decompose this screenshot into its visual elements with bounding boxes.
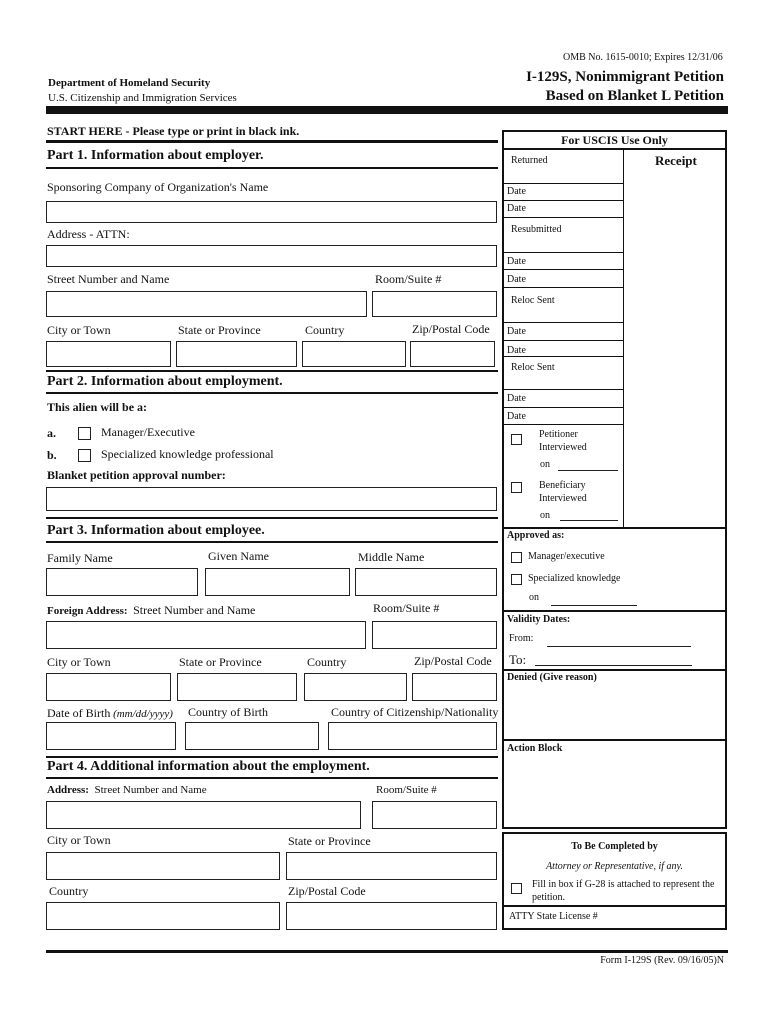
interviewed-label: Interviewed bbox=[539, 442, 587, 453]
rule bbox=[502, 610, 727, 612]
rule bbox=[502, 739, 727, 741]
address-label-rest: Street Number and Name bbox=[94, 784, 207, 796]
dob-format: (mm/dd/yyyy) bbox=[113, 708, 173, 720]
company-name-field[interactable] bbox=[46, 201, 497, 223]
rule bbox=[504, 287, 623, 288]
state-field[interactable] bbox=[176, 341, 297, 367]
address-label-bold: Address: bbox=[47, 784, 89, 796]
part3-title: Part 3. Information about employee. bbox=[47, 523, 265, 538]
receipt-label: Receipt bbox=[655, 153, 697, 168]
city-field[interactable] bbox=[46, 341, 171, 367]
g28-instruction-line1: Fill in box if G-28 is attached to represent the bbox=[532, 879, 715, 890]
rule bbox=[502, 669, 727, 671]
petitioner-date-line[interactable] bbox=[558, 470, 618, 471]
petitioner-interviewed-checkbox[interactable] bbox=[511, 434, 522, 445]
beneficiary-interviewed-checkbox[interactable] bbox=[511, 482, 522, 493]
employee-country-field[interactable] bbox=[304, 673, 407, 701]
city-label: City or Town bbox=[47, 323, 111, 337]
address-attn-label: Address - ATTN: bbox=[47, 227, 130, 241]
rule bbox=[504, 217, 623, 218]
middle-name-label: Middle Name bbox=[358, 550, 425, 564]
omb-number: OMB No. 1615-0010; Expires 12/31/06 bbox=[563, 52, 723, 63]
uscis-panel-title: For USCIS Use Only bbox=[561, 133, 668, 147]
beneficiary-date-line[interactable] bbox=[560, 520, 618, 521]
approval-number-field[interactable] bbox=[46, 487, 497, 511]
part2-title: Part 2. Information about employment. bbox=[47, 374, 283, 389]
employee-state-field[interactable] bbox=[177, 673, 297, 701]
given-name-field[interactable] bbox=[205, 568, 350, 596]
foreign-address-label-bold: Foreign Address: bbox=[47, 605, 128, 617]
date-label: Date bbox=[507, 186, 526, 197]
rule bbox=[46, 777, 498, 779]
g28-instruction-line2: petition. bbox=[532, 892, 566, 903]
rule bbox=[504, 340, 623, 341]
beneficiary-label: Beneficiary bbox=[539, 480, 586, 491]
header-rule bbox=[46, 106, 728, 114]
to-label: To: bbox=[509, 652, 527, 667]
approved-as-label: Approved as: bbox=[507, 530, 565, 541]
employment-street-field[interactable] bbox=[46, 801, 361, 829]
zip-label: Zip/Postal Code bbox=[288, 884, 366, 898]
option-b-letter: b. bbox=[47, 448, 57, 462]
denied-label: Denied (Give reason) bbox=[507, 672, 597, 683]
employee-zip-field[interactable] bbox=[412, 673, 497, 701]
rule bbox=[502, 148, 727, 150]
state-label: State or Province bbox=[178, 323, 261, 337]
rule bbox=[504, 322, 623, 323]
room-suite-label: Room/Suite # bbox=[373, 601, 440, 615]
city-label: City or Town bbox=[47, 655, 111, 669]
from-date-line[interactable] bbox=[547, 646, 691, 647]
employee-city-field[interactable] bbox=[46, 673, 171, 701]
state-label: State or Province bbox=[288, 834, 371, 848]
employment-country-field[interactable] bbox=[46, 902, 280, 930]
manager-executive-checkbox[interactable] bbox=[78, 427, 91, 440]
petitioner-label: Petitioner bbox=[539, 429, 578, 440]
rule bbox=[46, 140, 498, 143]
zip-label: Zip/Postal Code bbox=[412, 322, 490, 336]
interviewed-label: Interviewed bbox=[539, 493, 587, 504]
rule bbox=[504, 424, 623, 425]
foreign-room-suite-field[interactable] bbox=[372, 621, 497, 649]
employment-city-field[interactable] bbox=[46, 852, 280, 880]
to-date-line[interactable] bbox=[535, 665, 692, 666]
citizenship-label: Country of Citizenship/Nationality bbox=[331, 705, 499, 719]
alien-will-be-label: This alien will be a: bbox=[47, 400, 148, 414]
dob-label bbox=[47, 707, 173, 720]
rule bbox=[504, 200, 623, 201]
given-name-label: Given Name bbox=[208, 549, 269, 563]
approved-specialized-label: Specialized knowledge bbox=[528, 573, 621, 584]
action-block-label: Action Block bbox=[507, 743, 563, 754]
family-name-field[interactable] bbox=[46, 568, 198, 596]
specialized-knowledge-label: Specialized knowledge professional bbox=[101, 447, 274, 461]
zip-field[interactable] bbox=[410, 341, 495, 367]
foreign-street-field[interactable] bbox=[46, 621, 366, 649]
state-label: State or Province bbox=[179, 655, 262, 669]
country-label: Country bbox=[49, 884, 89, 898]
rule bbox=[46, 167, 498, 169]
resubmitted-label: Resubmitted bbox=[511, 224, 562, 235]
country-label: Country bbox=[307, 655, 347, 669]
bottom-rule bbox=[46, 950, 728, 953]
rule bbox=[502, 905, 727, 907]
returned-label: Returned bbox=[511, 155, 548, 166]
on-label: on bbox=[529, 592, 539, 603]
on-label: on bbox=[540, 510, 550, 521]
receipt-divider bbox=[623, 150, 624, 528]
employment-state-field[interactable] bbox=[286, 852, 497, 880]
country-label: Country bbox=[305, 323, 345, 337]
country-of-birth-label: Country of Birth bbox=[188, 705, 268, 719]
option-a-letter: a. bbox=[47, 426, 56, 440]
rule bbox=[504, 183, 623, 184]
part4-title: Part 4. Additional information about the employment. bbox=[47, 759, 370, 774]
validity-dates-label: Validity Dates: bbox=[507, 614, 571, 625]
date-label: Date bbox=[507, 256, 526, 267]
country-of-birth-field[interactable] bbox=[185, 722, 319, 750]
attorney-panel-title: To Be Completed by bbox=[571, 841, 658, 852]
rule bbox=[46, 541, 498, 543]
rule bbox=[504, 407, 623, 408]
street-field[interactable] bbox=[46, 291, 367, 317]
rule bbox=[504, 252, 623, 253]
approved-date-line[interactable] bbox=[551, 605, 637, 606]
middle-name-field[interactable] bbox=[355, 568, 497, 596]
approved-manager-label: Manager/executive bbox=[528, 551, 605, 562]
date-label: Date bbox=[507, 345, 526, 356]
start-here-instruction: START HERE - Please type or print in black ink. bbox=[47, 124, 300, 138]
rule bbox=[504, 269, 623, 270]
rule bbox=[46, 392, 498, 394]
foreign-address-label-rest: Street Number and Name bbox=[133, 603, 256, 617]
zip-label: Zip/Postal Code bbox=[414, 654, 492, 668]
form-title-line1: I-129S, Nonimmigrant Petition bbox=[526, 69, 724, 85]
part1-title: Part 1. Information about employer. bbox=[47, 148, 264, 163]
manager-executive-label: Manager/Executive bbox=[101, 425, 195, 439]
date-label: Date bbox=[507, 203, 526, 214]
employment-zip-field[interactable] bbox=[286, 902, 497, 930]
date-label: Date bbox=[507, 326, 526, 337]
room-suite-field[interactable] bbox=[372, 291, 497, 317]
employment-room-suite-field[interactable] bbox=[372, 801, 497, 829]
reloc-sent-label: Reloc Sent bbox=[511, 295, 555, 306]
company-name-label: Sponsoring Company of Organization's Name bbox=[47, 180, 269, 194]
rule bbox=[504, 389, 623, 390]
department-name: Department of Homeland Security bbox=[48, 77, 211, 89]
approved-manager-checkbox[interactable] bbox=[511, 552, 522, 563]
specialized-knowledge-checkbox[interactable] bbox=[78, 449, 91, 462]
country-field[interactable] bbox=[302, 341, 406, 367]
form-revision-footer: Form I-129S (Rev. 09/16/05)N bbox=[600, 955, 724, 966]
room-suite-label: Room/Suite # bbox=[375, 272, 442, 286]
on-label: on bbox=[540, 459, 550, 470]
date-label: Date bbox=[507, 411, 526, 422]
rule bbox=[502, 527, 727, 529]
street-label: Street Number and Name bbox=[47, 272, 170, 286]
g28-attached-checkbox[interactable] bbox=[511, 883, 522, 894]
atty-license-label: ATTY State License # bbox=[509, 911, 598, 922]
rule bbox=[46, 756, 498, 758]
dob-label-text: Date of Birth bbox=[47, 706, 111, 720]
date-label: Date bbox=[507, 274, 526, 285]
approval-number-label: Blanket petition approval number: bbox=[47, 468, 226, 482]
dob-field[interactable] bbox=[46, 722, 176, 750]
from-label: From: bbox=[509, 633, 534, 644]
rule bbox=[46, 517, 498, 519]
address-attn-field[interactable] bbox=[46, 245, 497, 267]
rule bbox=[46, 370, 498, 372]
city-label: City or Town bbox=[47, 833, 111, 847]
foreign-address-label bbox=[47, 604, 255, 617]
date-label: Date bbox=[507, 393, 526, 404]
rule bbox=[504, 356, 623, 357]
form-title-line2: Based on Blanket L Petition bbox=[545, 88, 724, 104]
agency-name: U.S. Citizenship and Immigration Services bbox=[48, 92, 237, 104]
attorney-panel-subtitle: Attorney or Representative, if any. bbox=[546, 861, 683, 872]
family-name-label: Family Name bbox=[47, 551, 113, 565]
approved-specialized-checkbox[interactable] bbox=[511, 574, 522, 585]
reloc-sent-label: Reloc Sent bbox=[511, 362, 555, 373]
address-label bbox=[47, 785, 207, 796]
citizenship-field[interactable] bbox=[328, 722, 497, 750]
room-suite-label: Room/Suite # bbox=[376, 784, 437, 796]
